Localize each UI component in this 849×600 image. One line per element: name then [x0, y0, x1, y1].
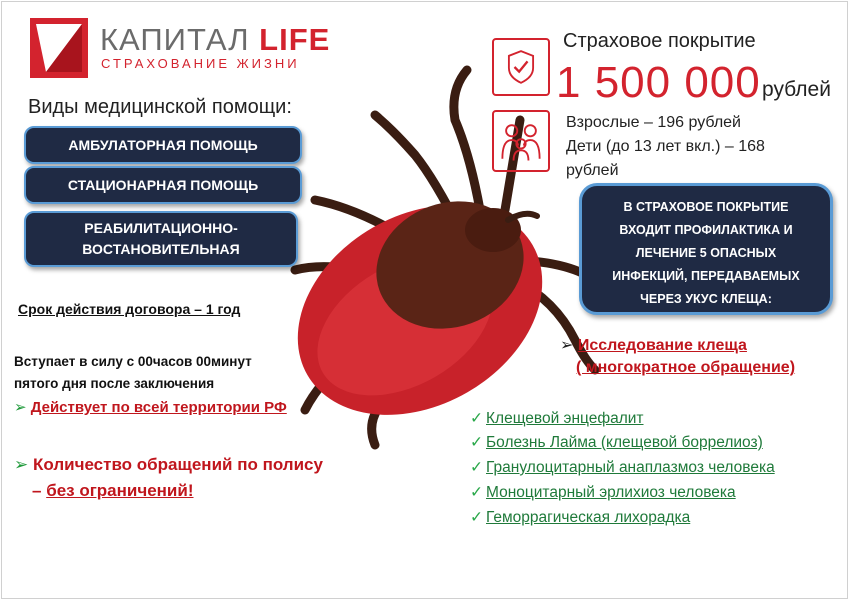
disease-item: ✓ Клещевой энцефалит: [470, 410, 644, 427]
tick-research-item: [560, 335, 747, 355]
territory-item: [14, 398, 287, 416]
disease-item: ✓ Гранулоцитарный анаплазмоз человека: [470, 459, 775, 476]
disease-item: ✓ Геморрагическая лихорадка: [470, 509, 691, 526]
checkmark-icon: ✓: [470, 509, 483, 526]
price-children-unit: рублей: [566, 162, 619, 179]
check-arrow-icon: ➢: [14, 399, 27, 416]
logo-mark: [30, 18, 88, 78]
coverage-unit: рублей: [762, 78, 831, 101]
family-icon: [492, 110, 550, 172]
price-children: Дети (до 13 лет вкл.) – 168: [566, 138, 765, 155]
infections-info-box: [579, 183, 833, 315]
checkmark-icon: ✓: [470, 434, 483, 451]
logo-name: КАПИТАЛ LIFE: [100, 22, 331, 57]
price-adults: Взрослые – 196 рублей: [566, 114, 741, 131]
info-line: ВХОДИТ ПРОФИЛАКТИКА И: [619, 223, 793, 237]
disease-item: ✓ Моноцитарный эрлихиоз человека: [470, 484, 736, 501]
check-arrow-icon: ➢: [560, 337, 574, 354]
shield-check-icon: [492, 38, 550, 96]
care-type-inpatient: СТАЦИОНАРНАЯ ПОМОЩЬ: [24, 166, 302, 204]
appeals-text: Количество обращений по полису: [32, 455, 323, 474]
territory-text: Действует по всей территории РФ: [30, 399, 287, 416]
care-type-rehabilitation: РЕАБИЛИТАЦИОННО-ВОСТАНОВИТЕЛЬНАЯ: [24, 211, 298, 267]
info-line: В СТРАХОВОЕ ПОКРЫТИЕ: [623, 200, 789, 214]
check-arrow-icon: ➢: [14, 455, 29, 474]
effective-date-line1: Вступает в силу с 00часов 00минут: [14, 354, 252, 369]
care-types-title: Виды медицинской помощи:: [28, 96, 292, 118]
logo-tagline: СТРАХОВАНИЕ ЖИЗНИ: [101, 56, 300, 71]
checkmark-icon: ✓: [470, 410, 483, 427]
disease-item: ✓ Болезнь Лайма (клещевой боррелиоз): [470, 434, 763, 451]
tick-research-text: Исследование клеща: [577, 337, 747, 354]
coverage-amount: 1 500 000: [556, 58, 761, 107]
coverage-label: Страховое покрытие: [563, 30, 756, 52]
appeals-item: [14, 455, 323, 475]
info-line: ЧЕРЕЗ УКУС КЛЕЩА:: [640, 292, 772, 306]
checkmark-icon: ✓: [470, 459, 483, 476]
effective-date-line2: пятого дня после заключения: [14, 376, 215, 391]
checkmark-icon: ✓: [470, 484, 483, 501]
info-line: ИНФЕКЦИЙ, ПЕРЕДАВАЕМЫХ: [612, 269, 800, 283]
care-type-outpatient: АМБУЛАТОРНАЯ ПОМОЩЬ: [24, 126, 302, 164]
info-line: ЛЕЧЕНИЕ 5 ОПАСНЫХ: [635, 246, 777, 260]
tick-illustration: [275, 60, 605, 450]
tick-research-note: ( многократное обращение): [576, 359, 796, 376]
appeals-unlimited: – без ограничений!: [32, 481, 194, 500]
contract-term: Срок действия договора – 1 год: [18, 301, 241, 317]
